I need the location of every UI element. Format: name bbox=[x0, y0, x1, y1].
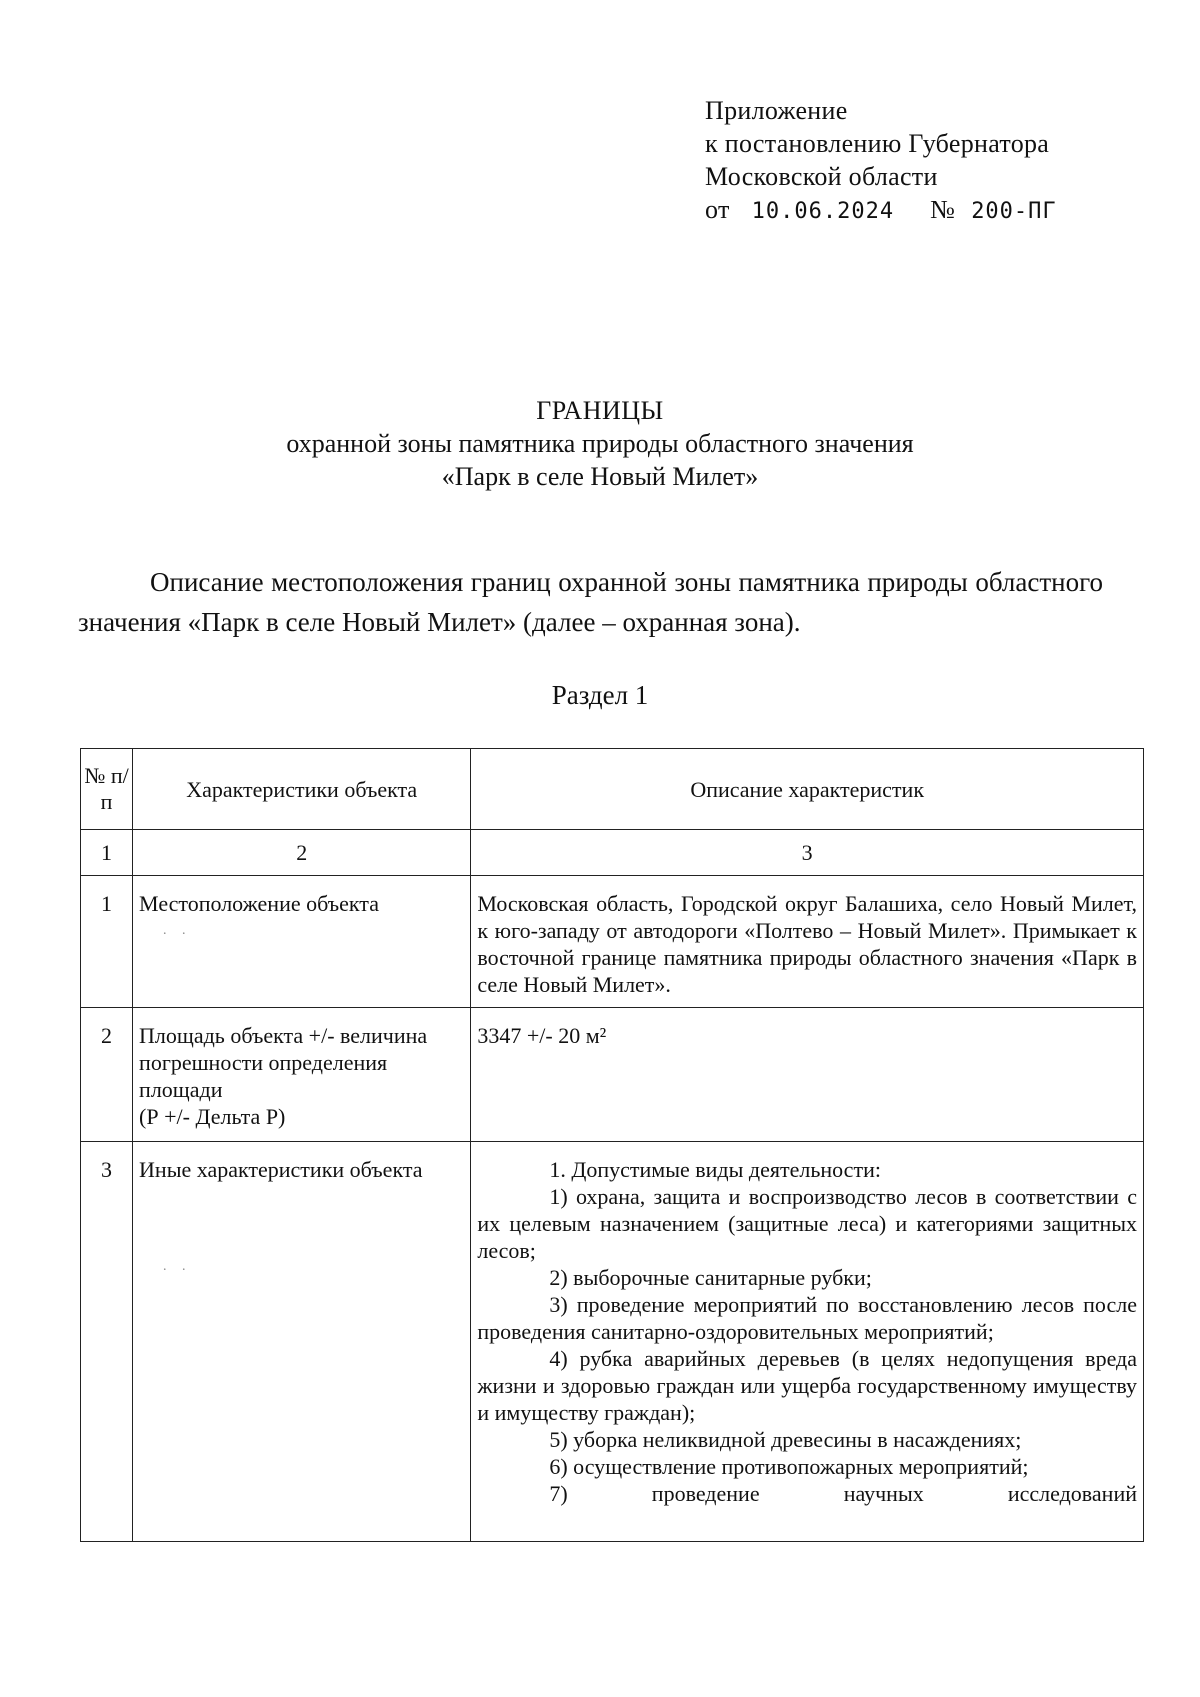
table-row bbox=[81, 876, 1144, 1008]
appendix-line-1: Приложение bbox=[705, 96, 848, 125]
number-prefix: № bbox=[930, 195, 956, 224]
row-number: 3 bbox=[81, 1142, 133, 1542]
table-row bbox=[81, 1008, 1144, 1142]
characteristic-text: Местоположение объекта bbox=[139, 891, 379, 916]
row-description bbox=[471, 1142, 1144, 1542]
column-index-1: 1 bbox=[81, 830, 133, 876]
row-number: 1 bbox=[81, 876, 133, 1008]
column-index-2: 2 bbox=[133, 830, 471, 876]
header-characteristic: Характеристики объекта bbox=[133, 749, 471, 830]
characteristic-extra: (Р +/- Дельта Р) bbox=[139, 1104, 286, 1129]
activity-item: 6) осуществление противопожарных мероприятий; bbox=[549, 1454, 1029, 1479]
appendix-date-line bbox=[705, 193, 1057, 228]
column-index-row bbox=[81, 830, 1144, 876]
table-header-row bbox=[81, 749, 1144, 830]
row-description: 3347 +/- 20 м² bbox=[471, 1008, 1144, 1142]
table-row bbox=[81, 1142, 1144, 1542]
appendix-header bbox=[705, 94, 1057, 228]
section-heading: Раздел 1 bbox=[551, 680, 649, 710]
appendix-number: 200-ПГ bbox=[971, 199, 1057, 224]
row-characteristic bbox=[133, 1008, 471, 1142]
scan-artifact: . . bbox=[163, 923, 192, 938]
characteristics-table bbox=[80, 748, 1144, 1542]
title-main: ГРАНИЦЫ bbox=[536, 396, 664, 425]
row-number: 2 bbox=[81, 1008, 133, 1142]
date-prefix: от bbox=[705, 195, 730, 224]
activity-item: 1) охрана, защита и воспроизводство лесов в соответствии с их целевым назначением (защитные леса) и категориями защитных лесов; bbox=[477, 1184, 1137, 1263]
activity-item: 2) выборочные санитарные рубки; bbox=[549, 1265, 872, 1290]
activity-item: 3) проведение мероприятий по восстановлению лесов после проведения санитарно-оздоровительных мероприятий; bbox=[477, 1292, 1137, 1344]
document-title bbox=[0, 394, 1200, 493]
header-num: № п/п bbox=[81, 749, 133, 830]
row-characteristic bbox=[133, 1142, 471, 1542]
header-description: Описание характеристик bbox=[471, 749, 1144, 830]
description-paragraph: Описание местоположения границ охранной зоны памятника природы областного значения «Парк в селе Новый Милет» (далее – охранная зона). bbox=[78, 567, 1103, 637]
row-description: Московская область, Городской округ Балашиха, село Новый Милет, к юго-западу от автодороги «Полтево – Новый Милет». Примыкает к восточной границе памятника природы областного значения «Парк в селе Новый Милет». bbox=[471, 876, 1144, 1008]
appendix-line-3: Московской области bbox=[705, 162, 938, 191]
appendix-date: 10.06.2024 bbox=[751, 199, 895, 224]
activity-item: 4) рубка аварийных деревьев (в целях недопущения вреда жизни и здоровью граждан или ущерба государственному имуществу и имуществу граждан); bbox=[477, 1346, 1137, 1425]
scan-artifact: . . bbox=[163, 1259, 192, 1274]
title-line-2: охранной зоны памятника природы областного значения bbox=[286, 429, 914, 458]
activity-item: 5) уборка неликвидной древесины в насаждениях; bbox=[549, 1427, 1022, 1452]
activity-item: 7) проведение научных исследований bbox=[549, 1481, 1137, 1506]
appendix-line-2: к постановлению Губернатора bbox=[705, 129, 1050, 158]
row-characteristic bbox=[133, 876, 471, 1008]
column-index-3: 3 bbox=[471, 830, 1144, 876]
activities-heading: 1. Допустимые виды деятельности: bbox=[549, 1157, 881, 1182]
characteristic-text: Иные характеристики объекта bbox=[139, 1157, 423, 1182]
characteristic-text: Площадь объекта +/- величина погрешности определения площади bbox=[139, 1023, 428, 1102]
title-line-3: «Парк в селе Новый Милет» bbox=[441, 462, 759, 491]
